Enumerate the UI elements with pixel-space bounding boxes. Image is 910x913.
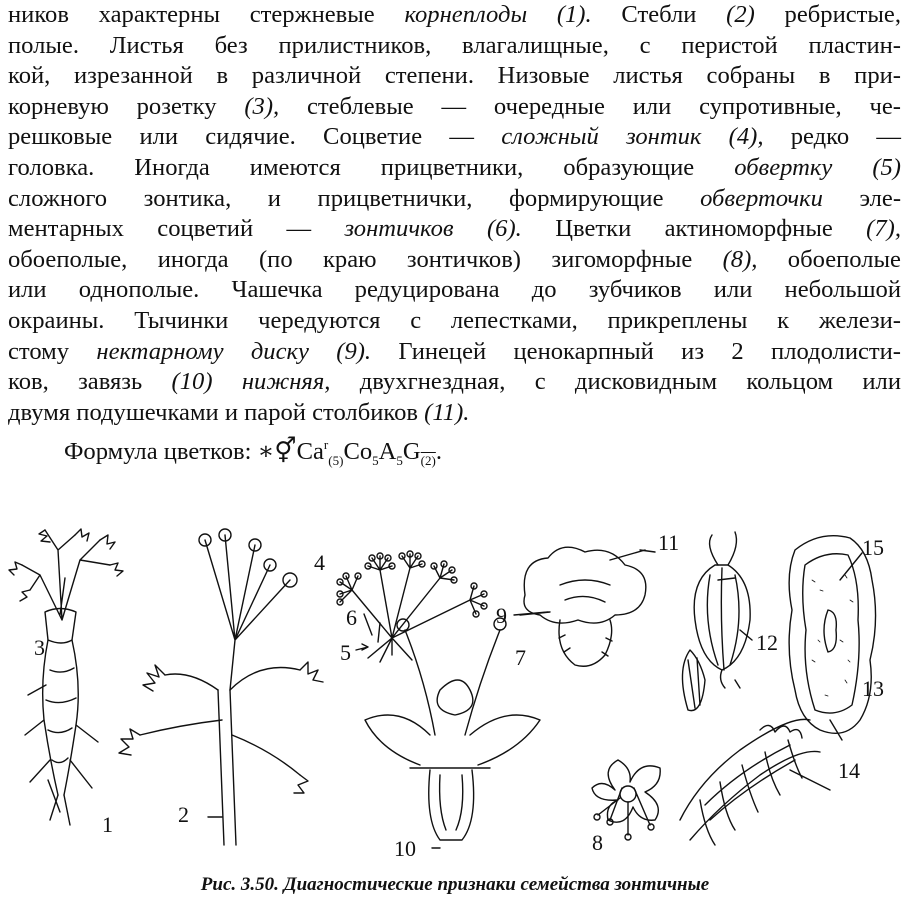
fig-label-12: 12 (756, 630, 778, 655)
text-line-10: или однополые. Чашечка редуцирована до зубчиков или небольшой (8, 276, 901, 304)
text-line-1: ников характерны стержневые корнеплоды (1). Стебли (2) ребристые, (8, 1, 901, 28)
fig-label-14: 14 (838, 758, 860, 783)
root-crop-drawing (9, 529, 123, 825)
fig-label-6: 6 (346, 605, 357, 630)
bisexual-symbol: ⚥ (274, 438, 297, 466)
text-line-13: ков, завязь (10) нижняя, двухгнездная, с дисковидным кольцом или (8, 368, 901, 396)
fig-label-15: 15 (862, 535, 884, 560)
text-line-6: головка. Иногда имеются прицветники, образующие обвертку (5) (8, 153, 901, 181)
text-line-8: ментарных соцветий — зонтичков (6). Цветки актиноморфные (7), (8, 215, 901, 243)
text-line-9: обоеполые, иногда (по краю зонтичков) зигоморфные (8), обоеполые (8, 245, 901, 273)
nectar-disk-flower-drawing (520, 547, 646, 666)
text-line-2: полые. Листья без прилистников, влагалищные, с перистой пластин- (8, 31, 901, 59)
figure-caption: Рис. 3.50. Диагностические признаки семейства зонтичные (200, 874, 710, 895)
text-line-11: окраины. Тычинки чередуются с лепестками, прикреплены к желези- (8, 306, 901, 334)
actinomorphic-symbol: ∗ (257, 438, 275, 466)
fig-label-2: 2 (178, 802, 189, 827)
text-line-5: решковые или сидячие. Соцветие — сложный зонтик (4), редко — (8, 123, 902, 151)
fig-label-3: 3 (34, 635, 45, 660)
text-line-14: двумя подушечками и парой столбиков (11). (8, 398, 470, 426)
zygomorphic-flower-drawing (592, 760, 660, 840)
flower-formula: Формула цветков: $∗⚥Ca^r_{(5)}Co_5A_5G_{(2)}$. (64, 437, 442, 469)
text-line-7: сложного зонтика, и прицветнички, формирующие обверточки эле- (8, 184, 902, 212)
stem-drawing (119, 529, 323, 845)
umbel-diagram (337, 551, 487, 662)
text-line-4: корневую розетку (3), стеблевые — очередные или супротивные, че- (8, 92, 901, 120)
fig-label-8: 8 (592, 830, 603, 855)
leader-lines (48, 550, 862, 848)
tissue-section-drawing (680, 719, 820, 845)
fig-label-10: 10 (394, 836, 416, 861)
text-line-3: кой, изрезанной в различной степени. Низовые листья собраны в при- (8, 62, 901, 90)
figure-drawing (0, 520, 910, 865)
fig-label-7: 7 (515, 645, 526, 670)
fig-label-9: 9 (496, 603, 507, 628)
fig-label-11: 11 (658, 530, 680, 555)
body-text (8, 0, 902, 469)
figure-labels (34, 530, 884, 861)
flower-section-drawing (365, 618, 540, 840)
fruit-cross-section-drawing (789, 536, 875, 734)
fig-label-4: 4 (314, 550, 325, 575)
text-line-12: стому нектарному диску (9). Гинецей ценокарпный из 2 плодолисти- (8, 337, 901, 365)
fig-label-1: 1 (102, 812, 113, 837)
figure-umbelliferae (0, 520, 910, 865)
fig-label-13: 13 (862, 676, 884, 701)
fruit-drawing (682, 532, 750, 711)
fig-label-5: 5 (340, 640, 351, 665)
